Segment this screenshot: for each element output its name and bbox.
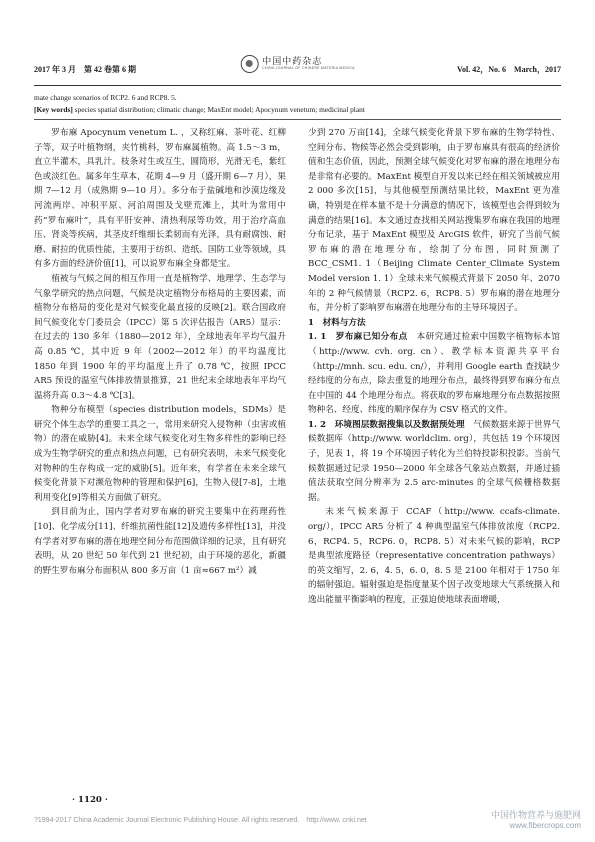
watermark-name: 中国作物营养与施肥网 [490,810,581,820]
watermark-url: www.fibercrops.com [509,821,581,830]
subsection-title: 1. 2 环境图层数据搜集以及数据预处理 [308,419,465,430]
body-paragraph: 少到 270 万亩[14]，全球气候变化背景下罗布麻的生物学特性、空间分布、物候等必然会受到影响，由于罗布麻具有很高的经济价值和生态价值，因此，预测全球气候变化对罗布麻的潜在地理分布是非常有必要的。MaxEnt 模型自开发以来已经在相关领域被应用 2 000 多次[15]，与其他模型预测结果比较，MaxEnt 更为准确，特别是在样本量不是十分满意的情况下，该模型也会得到较为满意的结果[16]。本文通过查找相关网站搜集罗布麻在我国的地理分布记录，基于 MaxEnt 模型及 ArcGIS 软件，研究了当前气候罗布麻的潜在地理分布，绘制了分布图，同时预测了 BCC_CSM1. 1（Beijing Climate Center_Climate System Model version 1. 1）全球未来气候模式背景下 2050 年、2070 年的 2 种气候情景（RCP2. 6，RCP8. 5）罗布麻的潜在地理分布，并分析了影响罗布麻潜在地理分布的主导环境因子。 [308,128,560,314]
subsection-paragraph [308,418,560,506]
body-paragraph: 植被与气候之间的相互作用一直是植物学、地理学、生态学与气象学研究的热点问题，气候是决定植物分布格局的主要因素，而植物分布格局的变化是对气候变化最直接的反映[2]。联合国政府间气候变化专门委员会（IPCC）第 5 次评估报告（AR5）显示：在过去的 130 多年（1880—2012 年），全球地表年平均气温升高 0.85 ℃，其中近 9 年（2002—2012 年）的平均温度比 1850 年到 1900 年的平均温度上升了 0.78 ℃，按照 IPCC AR5 预设的温室气体排放情景推算，21 世纪末全球地表年平均气温将升高 0.3～4.8 ℃[3]。 [34,273,286,401]
body-paragraph: 罗布麻 Apocynum venetum L. ，又称红麻、茶叶花、红柳子等，双子叶植物纲，夹竹桃科，罗布麻属植物。高 1.5～3 m，直立半灌木，具乳汁。枝条对生或互生，圆筒形，光滑无毛，紫红色或淡红色。属多年生草本，花期 4—9 月（盛开期 6—7 月），果期 7—12 月（成熟期 9—10 月）。多分布于盐碱地和沙漠边缘及河流两岸、冲积平原、河泊周围及戈壁荒滩上，其叶为常用中药“罗布麻叶”，具有平肝安神、清热利尿等功效，用于治疗高血压、肾炎等疾病，其茎皮纤维细长柔韧而有光泽，具有耐腐蚀、耐磨、耐拉的优质性能，主要用于纺织、造纸、国防工业等领域，具有多方面的经济价值[1]，可以说罗布麻全身都是宝。 [34,128,286,270]
subsection-title: 1. 1 罗布麻已知分布点 [308,332,408,343]
journal-emblem-icon [240,55,258,73]
journal-name-cn: 中国中药杂志 [262,56,323,67]
issue-info-cn: 2017 年 3 月 第 42 卷第 6 期 [34,65,136,74]
journal-logo [240,55,355,73]
journal-name-en: CHINA JOURNAL OF CHINESE MATERIA MEDICA [262,65,355,70]
subsection-paragraph [308,330,560,418]
body-paragraph: 到目前为止，国内学者对罗布麻的研究主要集中在药理药性[10]、化学成分[11]、纤维抗菌性能[12]及遗传多样性[13]，并没有学者对罗布麻的潜在地理空间分布范围做详细的记录，且有研究表明，从 20 世纪 50 年代到 21 世纪初，由于环境的恶化，新疆的野生罗布麻分布面积从 800 多万亩（1 亩≈667 m²）减 [34,507,286,576]
issue-info-en: Vol. 42，No. 6 March，2017 [457,65,561,74]
copyright-notice: ?1994-2017 China Academic Journal Electronic Publishing House. All rights reserved. http://www. cnki.net [34,817,367,824]
body-paragraph: 物种分布模型（species distribution models，SDMs）是研究个体生态学的重要工具之一，常用来研究入侵物种（虫害或植物）的潜在威胁[4]。未来全球气候变化对生物多样性的影响已经成为生物学研究的重点和热点问题，已有研究表明，未来气候变化对物种的生存构成一定的威胁[5]。近年来，有学者在未来全球气候变化背景下对濒危物种的管理和保护[6]，生物入侵[7-8]，土地利用变化[9]等相关方面做了研究。 [34,405,286,503]
keywords-label: [Key words] [34,105,73,114]
section-heading: 1 材料与方法 [308,317,366,328]
left-column [34,126,286,578]
page-number: · 1120 · [72,795,108,805]
subsection-text: 本研究通过检索中国数字植物标本馆（http://www. cvh. org. cn）、教学标本资源共享平台（http://mnh. scu. edu. cn/），并利用 Google earth 查找缺少经纬度的分布点，除去重复的地理分布点，最终得到罗布麻分布点在中国的 44 个地理分布点。将获取的罗布麻地理分布点数据按照物种名、经度、纬度的顺序保存为 CSV 格式的文件。 [308,332,560,416]
page-header [34,55,561,81]
site-watermark [491,808,581,830]
subsection-text: 气候数据来源于世界气候数据库（http://www. worldclim. org），共包括 19 个环境因子，见表 1，将 19 个环境因子转化为兰伯特投影积投影。当前气候数据通过记录 1950—2000 年全球各气象站点数据，并通过插值法获取空间分辨率为 2.5 arc-minutes 的全球气候栅格数据据。 [308,419,560,503]
header-divider [34,85,561,86]
abstract-tail: mate change scenarios of RCP2. 6 and RCP8. 5. [34,93,177,102]
keywords [34,104,561,116]
right-column [308,126,560,608]
keywords-divider [34,119,561,120]
keywords-text: species spatial distribution; climatic change; MaxEnt model; Apocynum venetum; medicinal plant [74,105,365,114]
body-paragraph: 未来气候来源于 CCAF（http://www. ccafs-climate. org/），IPCC AR5 分析了 4 种典型温室气体排放浓度（RCP2. 6，RCP4. 5，RCP6. 0，RCP8. 5）对未来气候的影响，RCP 是典型浓度路径（representative concentration pathways）的英文缩写，2. 6，4. 5，6. 0，8. 5 是 2100 年相对于 1750 年的辐射强迫。辐射强迫是指度量某个因子改变地球大气系统摄入和逸出能量平衡影响的程度，正强迫使地球表面增暖， [308,507,560,605]
